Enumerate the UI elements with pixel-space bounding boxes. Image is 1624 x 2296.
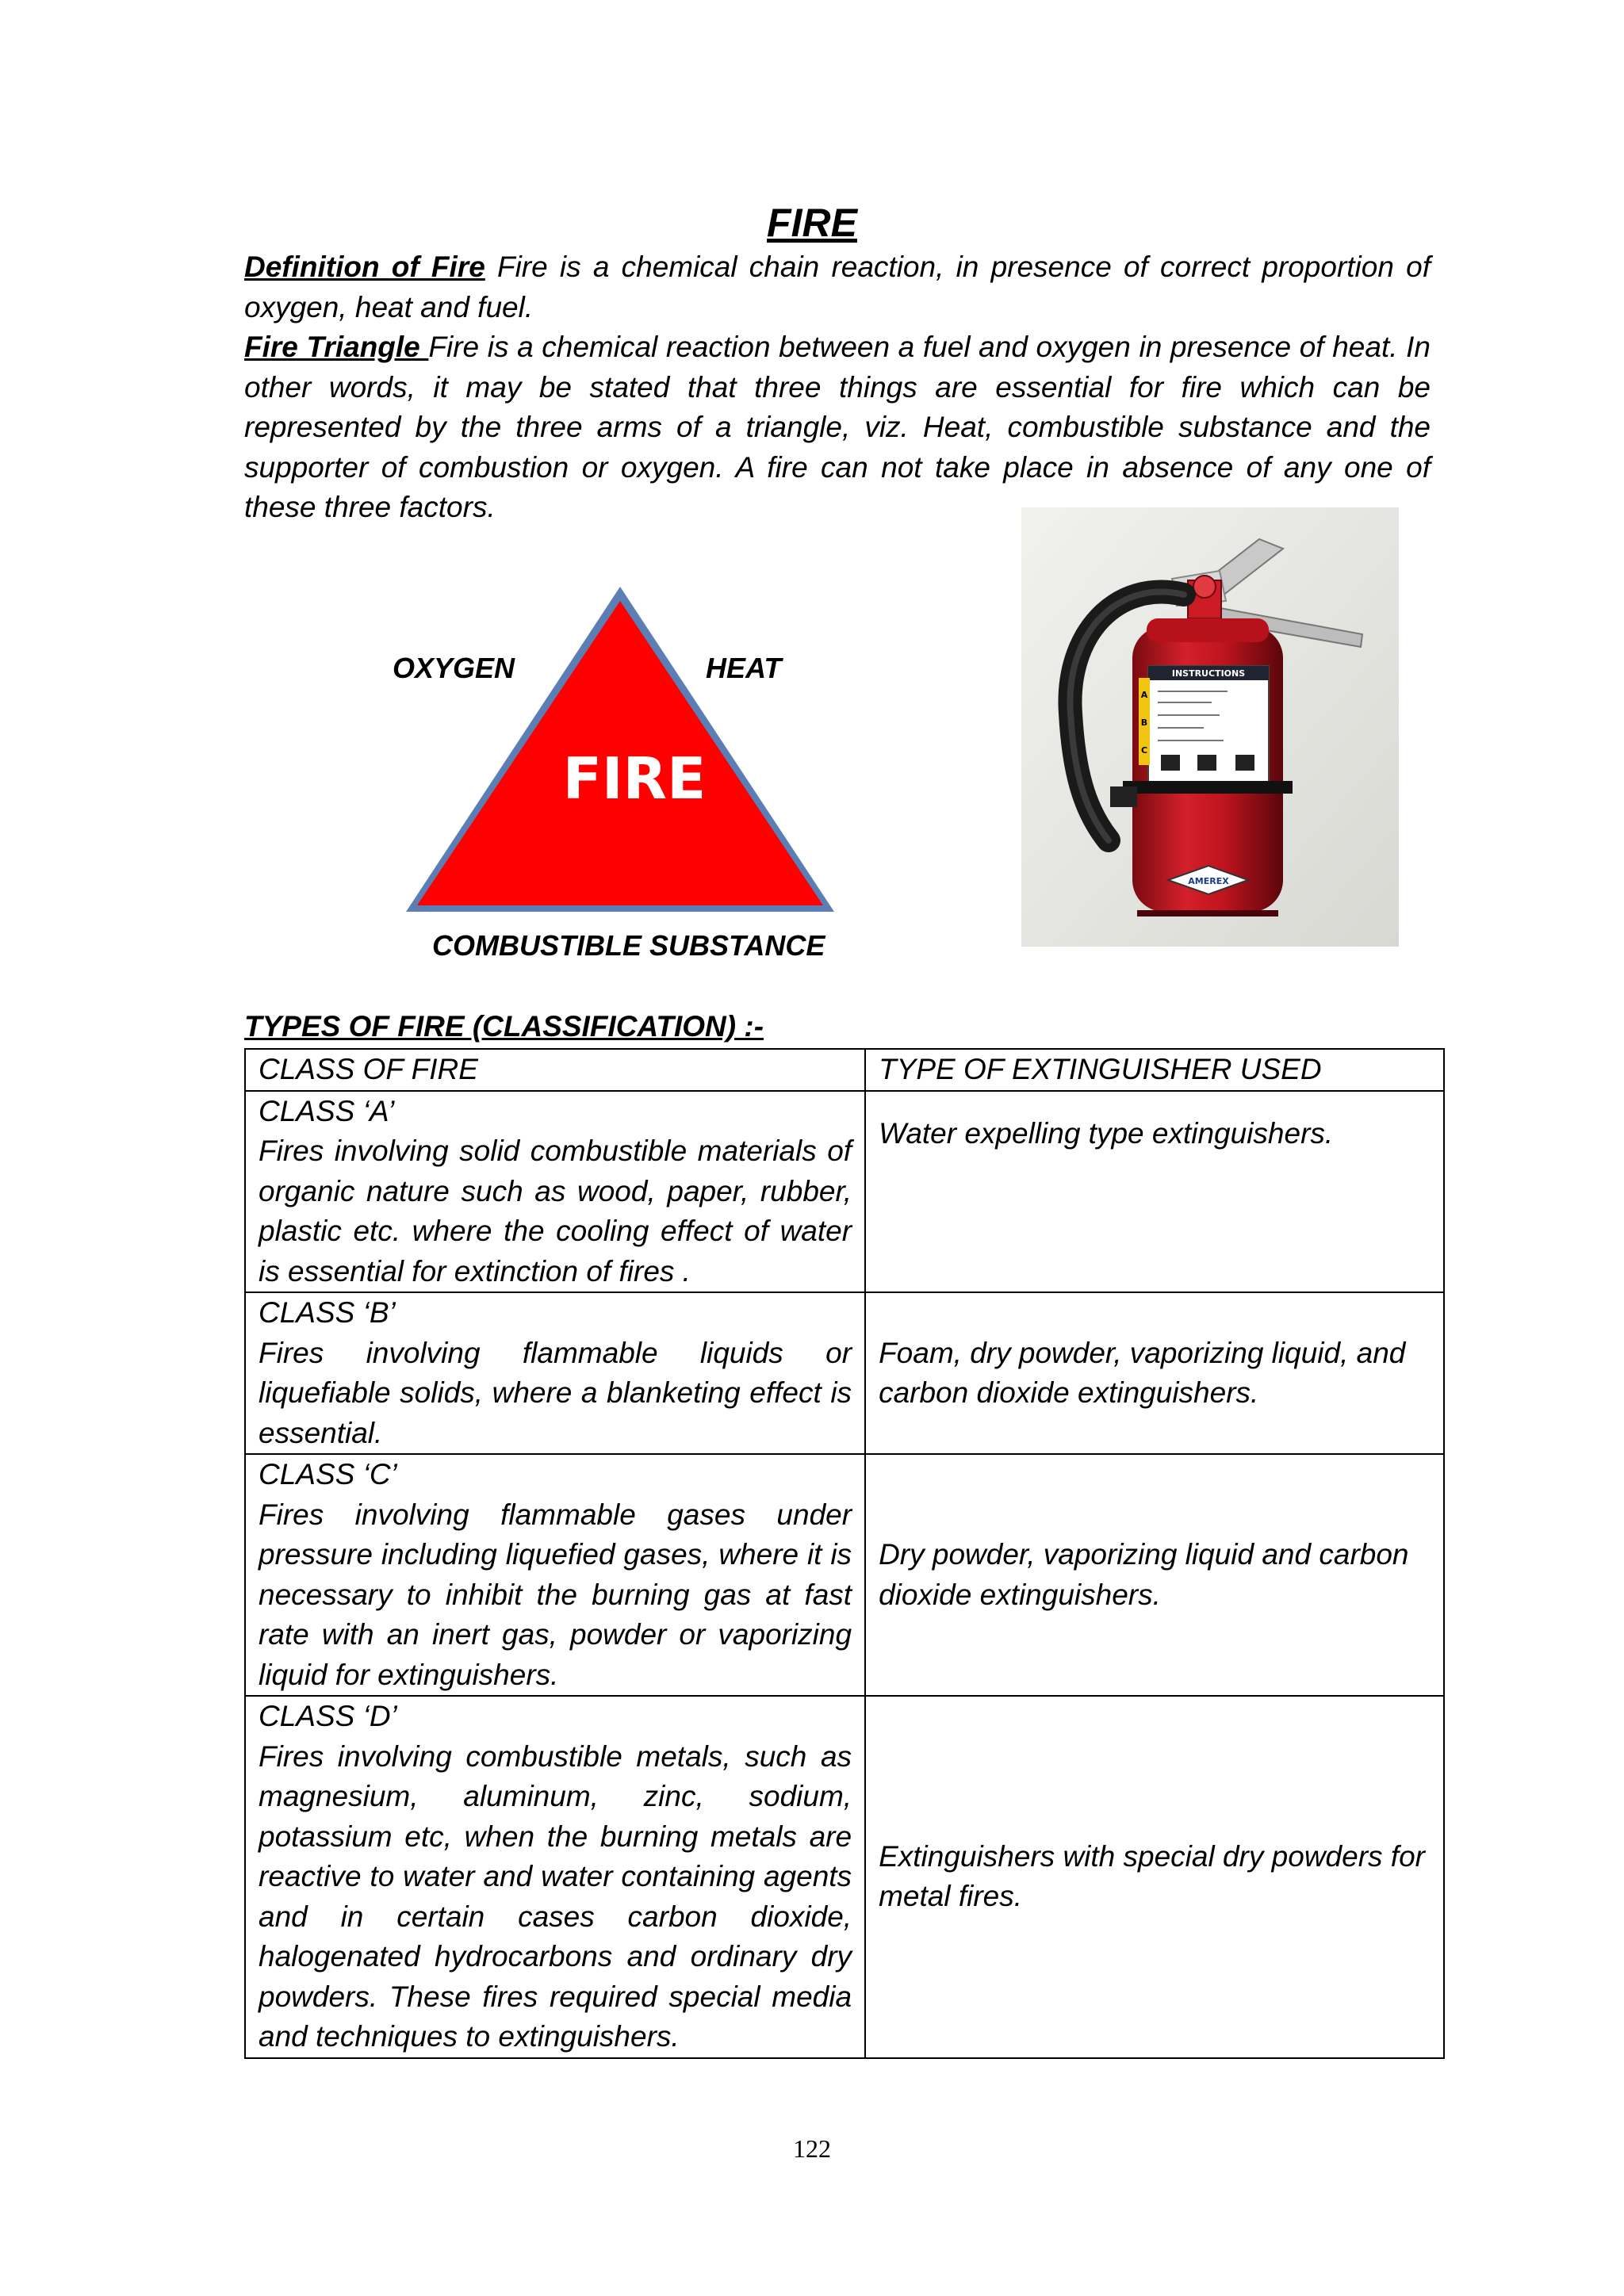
class-b-description: Fires involving flammable liquids or liquefiable solids, where a blanketing effect is essential. <box>259 1336 852 1449</box>
triangle-center-label: FIRE <box>562 745 707 812</box>
fire-classification-table <box>244 1048 1445 2059</box>
class-b-cell <box>245 1292 865 1454</box>
class-c-name: CLASS ‘C’ <box>259 1458 397 1490</box>
class-d-extinguisher: Extinguishers with special dry powders for metal fires. <box>865 1696 1444 2058</box>
definition-term: Definition of Fire <box>244 251 485 283</box>
class-b-extinguisher: Foam, dry powder, vaporizing liquid, and carbon dioxide extinguishers. <box>865 1292 1444 1454</box>
heat-label: HEAT <box>706 652 782 684</box>
intro-text <box>244 247 1431 528</box>
triangle-text: Fire is a chemical reaction between a fuel and oxygen in presence of heat. In other words, it may be stated that three things are essential for fire which can be represented by the three arms of a triangle, viz. Heat, combustible substance and the supporter of combustion or oxygen. A fire can not take place in absence of any one of these three factors. <box>244 331 1431 523</box>
class-a-name: CLASS ‘A’ <box>259 1094 395 1127</box>
panel-label: INSTRUCTIONS <box>1171 668 1246 679</box>
table-row-class-d <box>245 1696 1444 2058</box>
page-title: FIRE <box>767 201 857 245</box>
section-heading: TYPES OF FIRE (CLASSIFICATION) :- <box>244 1010 764 1043</box>
table-row-class-b <box>245 1292 1444 1454</box>
definition-text: Fire is a chemical chain reaction, in presence of correct proportion of oxygen, heat and fuel. <box>244 251 1431 323</box>
class-b-name: CLASS ‘B’ <box>259 1296 396 1329</box>
page-number: 122 <box>793 2134 831 2163</box>
table-row-class-c <box>245 1454 1444 1696</box>
header-extinguisher-type: TYPE OF EXTINGUISHER USED <box>865 1049 1444 1091</box>
table-header-row <box>245 1049 1444 1091</box>
brand-label: AMEREX <box>1188 876 1229 886</box>
class-a-cell <box>245 1091 865 1293</box>
triangle-term: Fire Triangle <box>244 331 429 363</box>
fire-extinguisher-photo <box>1021 507 1399 947</box>
side-letter-b: B <box>1140 718 1148 728</box>
class-d-name: CLASS ‘D’ <box>259 1700 397 1732</box>
side-letter-a: A <box>1140 690 1148 700</box>
class-a-extinguisher: Water expelling type extinguishers. <box>865 1091 1444 1293</box>
combustible-substance-label: COMBUSTIBLE SUBSTANCE <box>432 929 825 962</box>
side-letter-c: C <box>1140 745 1148 756</box>
definition-paragraph <box>244 247 1431 327</box>
class-c-extinguisher: Dry powder, vaporizing liquid and carbon dioxide extinguishers. <box>865 1454 1444 1696</box>
class-c-cell <box>245 1454 865 1696</box>
triangle-paragraph <box>244 327 1431 528</box>
table-row-class-a <box>245 1091 1444 1293</box>
class-a-description: Fires involving solid combustible materials of organic nature such as wood, paper, rubber, plastic etc. where the cooling effect of water is essential for extinction of fires . <box>259 1135 852 1288</box>
class-d-description: Fires involving combustible metals, such as magnesium, aluminum, zinc, sodium, potassium etc, when the burning metals are reactive to water and water containing agents and in certain cases carbon dioxide, halogenated hydrocarbons and ordinary dry powders. These fires required special media and techniques to extinguishers. <box>259 1739 852 2053</box>
oxygen-label: OXYGEN <box>393 652 515 684</box>
fire-triangle-diagram <box>381 579 872 991</box>
class-c-description: Fires involving flammable gases under pressure including liquefied gases, where it is necessary to inhibit the burning gas at fast rate with an inert gas, powder or vaporizing liquid for extinguishers. <box>259 1498 852 1691</box>
header-class-of-fire: CLASS OF FIRE <box>245 1049 865 1091</box>
class-d-cell <box>245 1696 865 2058</box>
